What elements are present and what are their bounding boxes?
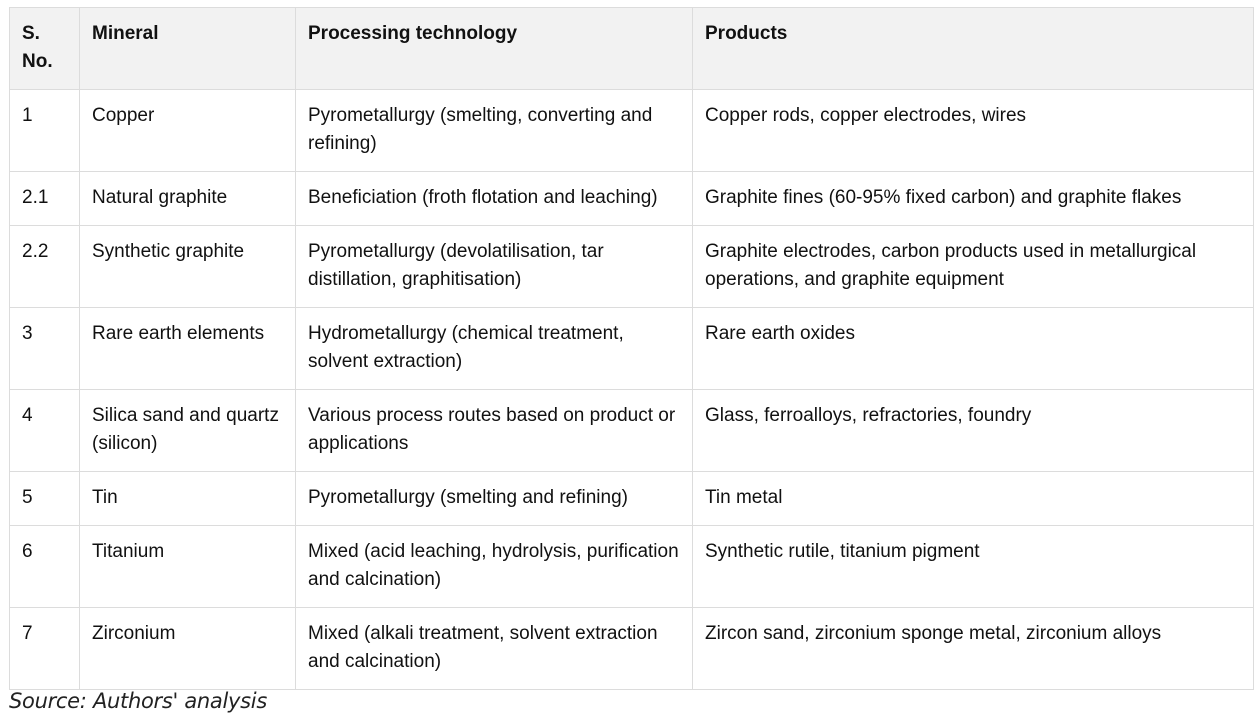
table-row [10, 308, 1254, 390]
cell-technology: Pyrometallurgy (smelting and refining) [296, 472, 693, 526]
cell-sno: 2.2 [10, 226, 80, 308]
cell-products: Rare earth oxides [693, 308, 1254, 390]
cell-technology: Various process routes based on product or applications [296, 390, 693, 472]
header-sno: S. No. [10, 8, 80, 90]
cell-mineral: Copper [80, 90, 296, 172]
cell-sno: 1 [10, 90, 80, 172]
cell-products: Zircon sand, zirconium sponge metal, zirconium alloys [693, 608, 1254, 690]
table-row [10, 226, 1254, 308]
cell-products: Synthetic rutile, titanium pigment [693, 526, 1254, 608]
cell-technology: Beneficiation (froth flotation and leaching) [296, 172, 693, 226]
cell-sno: 3 [10, 308, 80, 390]
cell-mineral: Silica sand and quartz (silicon) [80, 390, 296, 472]
minerals-processing-table [9, 7, 1254, 690]
cell-technology: Pyrometallurgy (devolatilisation, tar distillation, graphitisation) [296, 226, 693, 308]
header-mineral: Mineral [80, 8, 296, 90]
cell-products: Graphite fines (60-95% fixed carbon) and graphite flakes [693, 172, 1254, 226]
cell-sno: 7 [10, 608, 80, 690]
table-row [10, 472, 1254, 526]
cell-mineral: Zirconium [80, 608, 296, 690]
cell-sno: 4 [10, 390, 80, 472]
cell-technology: Hydrometallurgy (chemical treatment, solvent extraction) [296, 308, 693, 390]
cell-mineral: Tin [80, 472, 296, 526]
header-products: Products [693, 8, 1254, 90]
table-row [10, 608, 1254, 690]
table-row [10, 390, 1254, 472]
source-caption: Source: Authors' analysis [9, 689, 267, 713]
cell-products: Graphite electrodes, carbon products used in metallurgical operations, and graphite equipment [693, 226, 1254, 308]
cell-products: Glass, ferroalloys, refractories, foundry [693, 390, 1254, 472]
cell-technology: Mixed (alkali treatment, solvent extraction and calcination) [296, 608, 693, 690]
cell-products: Tin metal [693, 472, 1254, 526]
cell-technology: Mixed (acid leaching, hydrolysis, purification and calcination) [296, 526, 693, 608]
cell-technology: Pyrometallurgy (smelting, converting and refining) [296, 90, 693, 172]
cell-mineral: Titanium [80, 526, 296, 608]
table-row [10, 526, 1254, 608]
cell-sno: 2.1 [10, 172, 80, 226]
table-row [10, 172, 1254, 226]
cell-mineral: Synthetic graphite [80, 226, 296, 308]
cell-mineral: Natural graphite [80, 172, 296, 226]
header-processing-technology: Processing technology [296, 8, 693, 90]
cell-sno: 5 [10, 472, 80, 526]
cell-products: Copper rods, copper electrodes, wires [693, 90, 1254, 172]
cell-mineral: Rare earth elements [80, 308, 296, 390]
table-row [10, 90, 1254, 172]
minerals-table-container [9, 7, 1253, 690]
cell-sno: 6 [10, 526, 80, 608]
table-header-row [10, 8, 1254, 90]
